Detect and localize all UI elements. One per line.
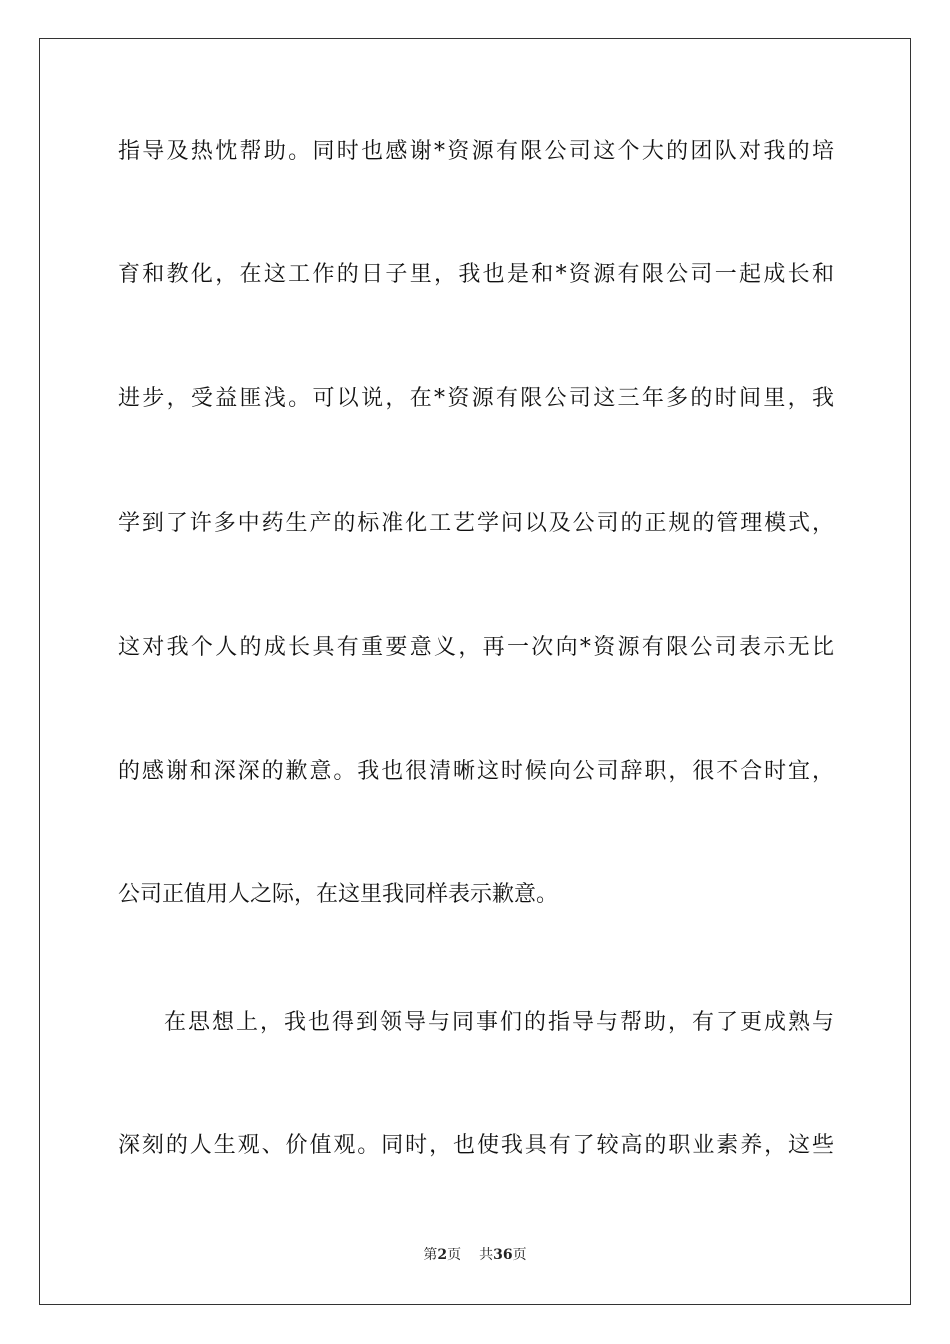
page-border [39, 38, 911, 1305]
total-prefix: 共 [479, 1247, 494, 1263]
paragraph-line-9: 深刻的人生观、价值观。同时，也使我具有了较高的职业素养，这些 [118, 1133, 834, 1158]
paragraph-line-7: 公司正值用人之际，在这里我同样表示歉意。 [118, 882, 559, 907]
total-unit: 页 [512, 1247, 527, 1263]
paragraph-line-3: 进步，受益匪浅。可以说，在*资源有限公司这三年多的时间里，我 [118, 386, 834, 411]
page-footer [0, 1245, 950, 1265]
paragraph-line-5: 这对我个人的成长具有重要意义，再一次向*资源有限公司表示无比 [118, 635, 834, 660]
paragraph-line-1: 指导及热忱帮助。同时也感谢*资源有限公司这个大的团队对我的培 [118, 139, 834, 164]
paragraph-line-4: 学到了许多中药生产的标准化工艺学问以及公司的正规的管理模式， [118, 511, 834, 536]
paragraph-line-6: 的感谢和深深的歉意。我也很清晰这时候向公司辞职，很不合时宜， [118, 759, 834, 784]
paragraph-line-2: 育和教化，在这工作的日子里，我也是和*资源有限公司一起成长和 [118, 262, 834, 287]
page-prefix: 第 [423, 1247, 438, 1263]
page-unit: 页 [447, 1247, 462, 1263]
paragraph-line-8: 在思想上，我也得到领导与同事们的指导与帮助，有了更成熟与 [164, 1010, 834, 1035]
total-page-number: 36 [493, 1247, 513, 1263]
current-page-number: 2 [437, 1247, 448, 1263]
